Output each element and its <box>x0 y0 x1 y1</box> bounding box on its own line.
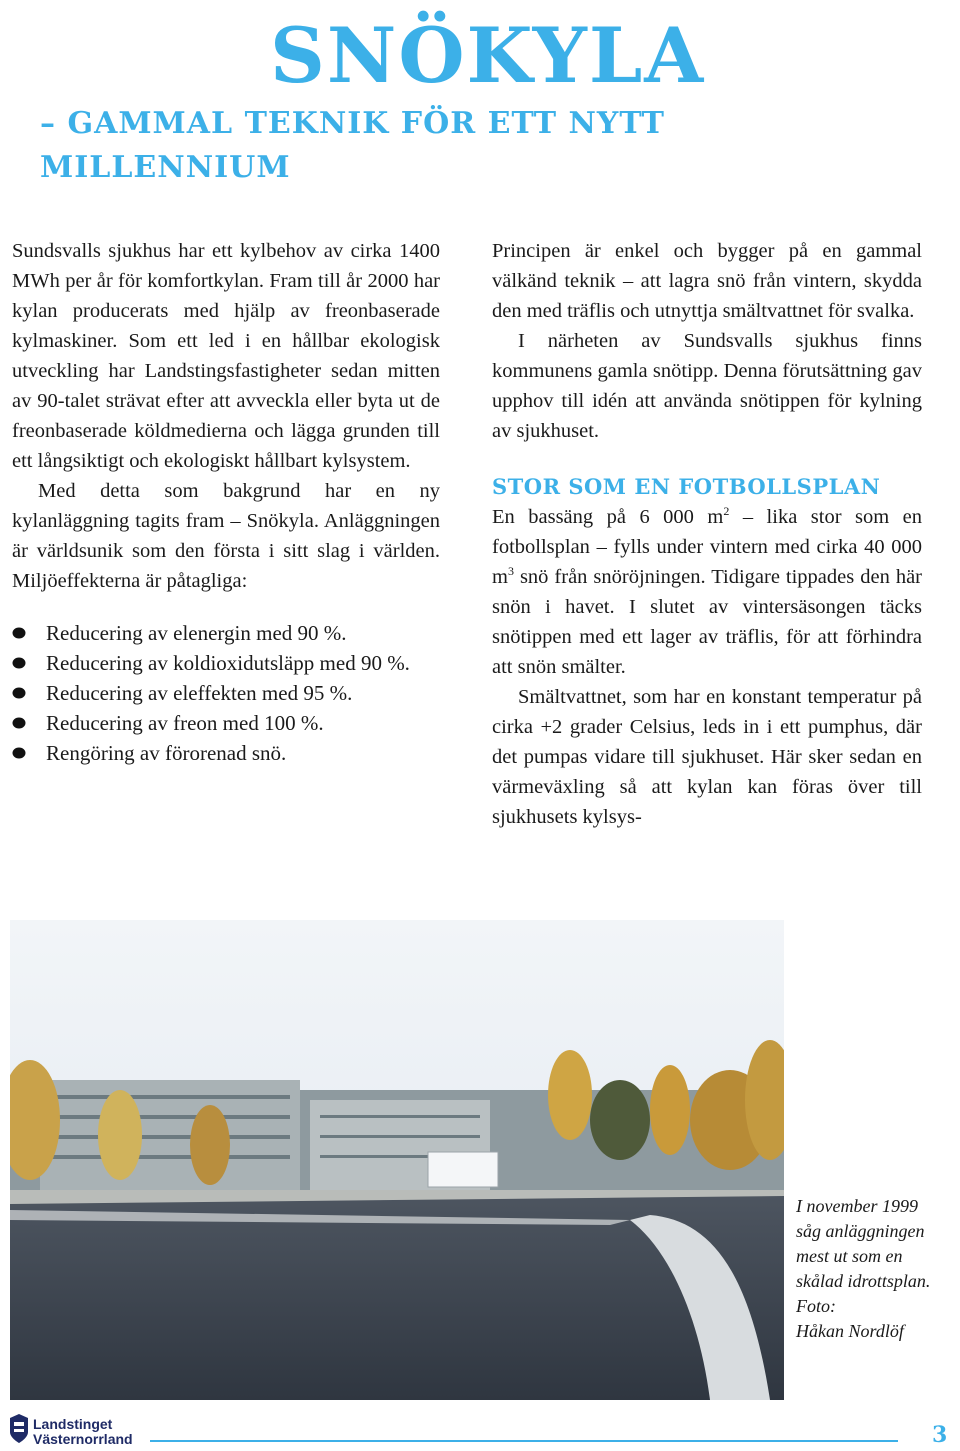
principle-paragraph: Principen är enkel och bygger på en gammal välkänd teknik – att lagra snö från vintern, skydda den med träflis och utnyttja smältvattnet för svalka. <box>492 240 922 322</box>
snow-dump-paragraph: I närheten av Sundsvalls sjukhus finns kommunens gamla snötipp. Denna förutsättning gav upphov till idén att använda snötippen för kylning av sjukhuset. <box>492 330 922 442</box>
caption-text: I november 1999 såg anläggningen mest ut som en skålad idrottsplan. <box>796 1196 931 1291</box>
landstinget-logo-icon <box>8 1414 30 1444</box>
bullet-text: Reducering av elenergin med 90 %. <box>46 621 347 645</box>
snow-storage-photo <box>10 920 784 1400</box>
bullet-text: Reducering av eleffekten med 95 %. <box>46 681 353 705</box>
photo-caption <box>796 1194 946 1344</box>
bullet-icon <box>12 747 26 759</box>
meltwater-paragraph: Smältvattnet, som har en konstant temperatur på cirka +2 grader Celsius, leds in i ett pumphus, där det pumpas vidare till sjukhuset. Här sker sedan en värmeväxling så att kylan kan föras över till sjukhusets kylsys- <box>492 686 922 828</box>
page-number: 3 <box>932 1422 948 1448</box>
right-column <box>492 236 922 832</box>
photo-credit-name: Håkan Nordlöf <box>796 1321 904 1341</box>
bullet-icon <box>12 627 26 639</box>
bullet-icon <box>12 717 26 729</box>
effects-list <box>12 618 440 768</box>
list-item <box>12 738 440 768</box>
background-paragraph: Med detta som bakgrund har en ny kylanläggning tagits fram – Snökyla. Anläggningen är världsunik som den första i sitt slag i världen. Miljöeffekterna är påtagliga: <box>12 480 440 592</box>
bullet-icon <box>12 687 26 699</box>
bullet-icon <box>12 657 26 669</box>
list-item <box>12 708 440 738</box>
page-subtitle: – GAMMAL TEKNIK FÖR ETT NYTT MILLENNIUM <box>40 106 665 185</box>
logo-text <box>33 1417 133 1447</box>
list-item <box>12 648 440 678</box>
list-item <box>12 678 440 708</box>
logo-line-1: Landstinget <box>33 1416 113 1432</box>
left-column <box>12 236 440 768</box>
bullet-text: Reducering av freon med 100 %. <box>46 711 324 735</box>
footer-rule <box>150 1440 898 1442</box>
landscape-illustration <box>10 920 784 1400</box>
bullet-text: Rengöring av förorenad snö. <box>46 741 287 765</box>
list-item <box>12 618 440 648</box>
photo-credit-label: Foto: <box>796 1296 836 1316</box>
page-title: SNÖKYLA <box>270 11 706 100</box>
intro-paragraph: Sundsvalls sjukhus har ett kylbehov av cirka 1400 MWh per år för komfortkylan. Fram till år 2000 har kylan producerats med hjälp av freonbaserade kylmaskiner. Som ett led i en hållbar ekologisk utveckling har Landstingsfastigheter sedan mitten av 90-talet strävat efter att avveckla eller byta ut de freonbaserade köldmedierna och lägga grunden till ett långsiktigt och ekologiskt hållbart kylsystem. <box>12 240 440 472</box>
bullet-text: Reducering av koldioxidutsläpp med 90 %. <box>46 651 410 675</box>
logo-line-2: Västernorrland <box>33 1431 133 1447</box>
basin-paragraph: En bassäng på 6 000 $m^2$ – lika stor som en fotbollsplan – fylls under vintern med cirka 40 000 $m^3$ snö från snöröjningen. Tidigare tippades den här snön i havet. I slutet av vintersäsongen täcks snötippen med ett lager av träflis, för att förhindra att snön smälter. <box>492 504 922 678</box>
section-heading: STOR SOM EN FOTBOLLSPLAN <box>492 474 881 499</box>
